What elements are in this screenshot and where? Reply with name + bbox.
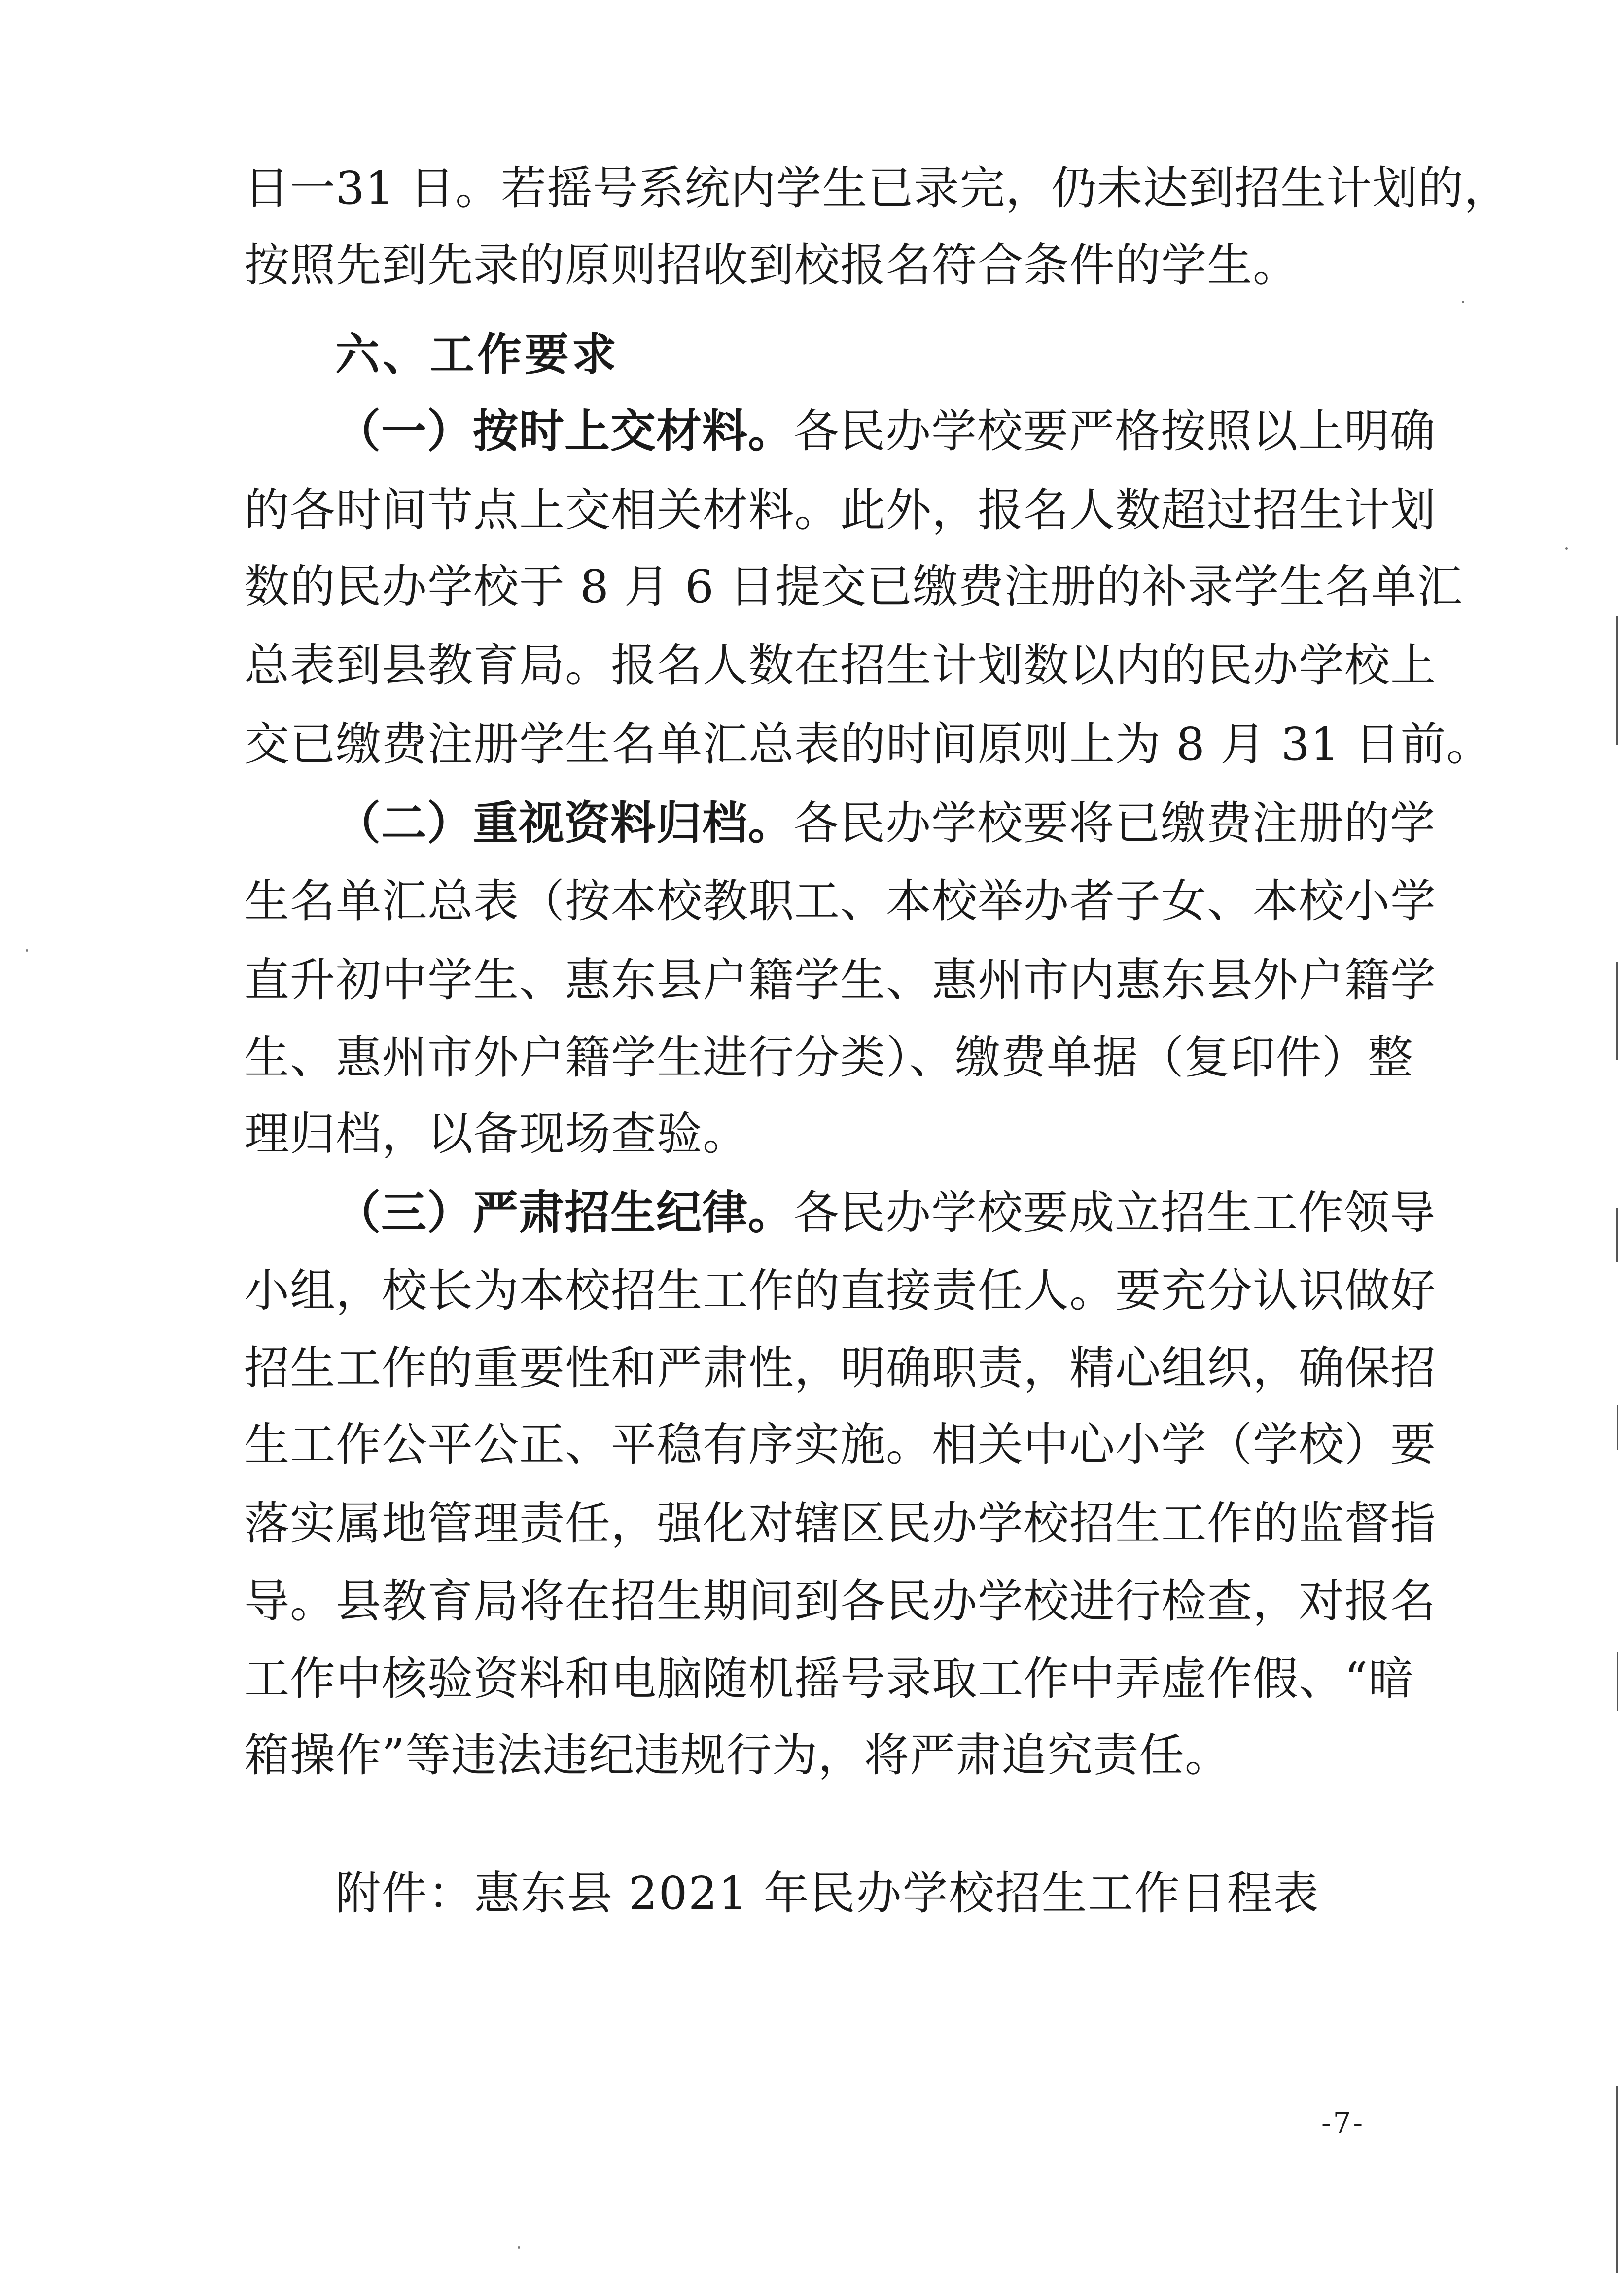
body-line: 落实属地管理责任，强化对辖区民办学校招生工作的监督指 — [244, 1497, 1437, 1550]
scan-edge-mark — [1616, 616, 1618, 745]
body-line: 的各时间节点上交相关材料。此外，报名人数超过招生计划 — [244, 484, 1437, 537]
body-line: 导。县教育局将在招生期间到各民办学校进行检查，对报名 — [244, 1575, 1437, 1628]
item-1-title: （一）按时上交材料。 — [335, 405, 794, 458]
item-1-first-line — [335, 402, 1436, 461]
section-heading: 六、工作要求 — [335, 329, 619, 381]
item-2-first-line — [335, 794, 1436, 853]
scan-edge-mark — [1616, 962, 1618, 1060]
body-line: 生、惠州市外户籍学生进行分类）、缴费单据（复印件）整 — [244, 1031, 1414, 1084]
attachment-line: 附件：惠东县 2021 年民办学校招生工作日程表 — [335, 1867, 1320, 1920]
body-line: 交已缴费注册学生名单汇总表的时间原则上为 8 月 31 日前。 — [244, 718, 1492, 771]
item-2-text: 各民办学校要将已缴费注册的学 — [794, 797, 1436, 850]
scan-edge-mark — [1616, 1208, 1618, 1262]
scan-speck — [1565, 547, 1568, 550]
scan-speck — [1462, 301, 1464, 303]
scan-edge-mark — [1616, 2086, 1618, 2273]
item-2-title: （二）重视资料归档。 — [335, 797, 794, 850]
body-line: 总表到县教育局。报名人数在招生计划数以内的民办学校上 — [244, 639, 1437, 692]
item-3-title: （三）严肃招生纪律。 — [335, 1186, 794, 1239]
body-line: 生名单汇总表（按本校教职工、本校举办者子女、本校小学 — [244, 875, 1437, 928]
body-line: 按照先到先录的原则招收到校报名符合条件的学生。 — [244, 239, 1299, 291]
body-line: 日一31 日。若摇号系统内学生已录完，仍未达到招生计划的， — [244, 162, 1510, 215]
body-line: 理归档，以备现场查验。 — [244, 1108, 749, 1160]
scan-speck — [518, 2246, 520, 2249]
scan-speck — [26, 949, 28, 952]
body-line: 箱操作”等违法违纪违规行为，将严肃追究责任。 — [244, 1729, 1231, 1782]
scan-edge-mark — [1617, 1652, 1618, 1711]
body-line: 数的民办学校于 8 月 6 日提交已缴费注册的补录学生名单汇 — [244, 560, 1463, 613]
body-line: 工作中核验资料和电脑随机摇号录取工作中弄虚作假、“暗 — [244, 1652, 1414, 1705]
body-line: 小组，校长为本校招生工作的直接责任人。要充分认识做好 — [244, 1264, 1437, 1317]
page-number: -7- — [1321, 2106, 1365, 2140]
body-line: 直升初中学生、惠东县户籍学生、惠州市内惠东县外户籍学 — [244, 954, 1437, 1006]
item-3-first-line — [335, 1183, 1436, 1243]
body-line: 生工作公平公正、平稳有序实施。相关中心小学（学校）要 — [244, 1418, 1437, 1471]
item-3-text: 各民办学校要成立招生工作领导 — [794, 1186, 1436, 1239]
scan-edge-mark — [1617, 1405, 1618, 1450]
item-1-text: 各民办学校要严格按照以上明确 — [794, 405, 1436, 458]
body-line: 招生工作的重要性和严肃性，明确职责，精心组织，确保招 — [244, 1342, 1437, 1395]
